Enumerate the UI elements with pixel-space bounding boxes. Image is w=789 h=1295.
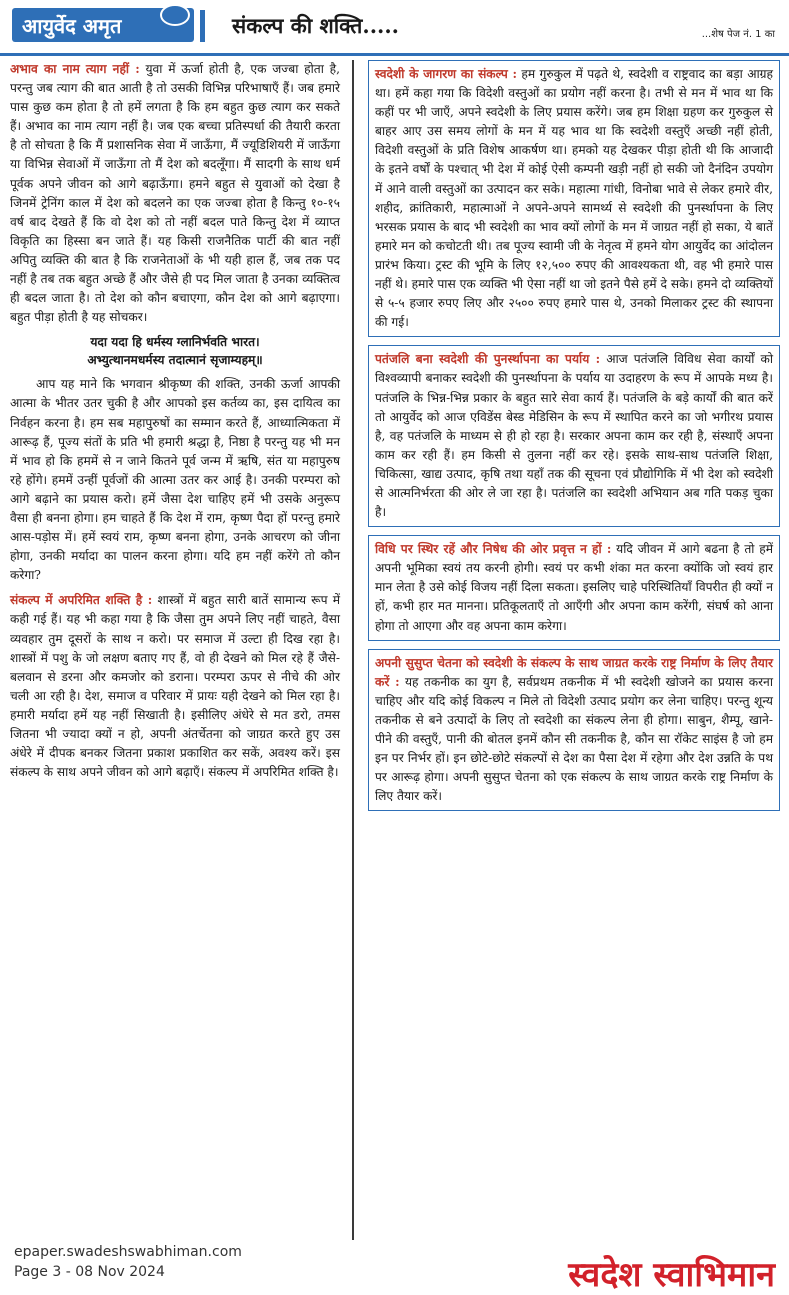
section-heading: पतंजलि बना स्वदेशी की पुनर्स्थापना का पर्याय : — [375, 352, 601, 367]
paragraph-text: युवा में ऊर्जा होती है, एक जज्बा होता है, परन्तु जब त्याग की बात आती है तो उसकी विभिन्न परिभाषाएँ हैं। जब हमारे पास कुछ कम होता है तो हमें लगता है कि हम बहुत कुछ त्याग कर सकते हैं। अभाव का नाम त्याग नहीं है। जब एक बच्चा प्रतिस्पर्धा की तैयारी करता है तो सोचता है कि मैं प्रशासनिक सेवा में जाऊँगा, मैं ज्यूडिशियरी में जाऊँगा या विभिन्न सेवाओं में जाऊँगा तो मैं देश को बदलूँगा। मैं सादगी के साथ धर्म पूर्वक अपने जीवन को आगे बढ़ाऊँगा। हमने बहुत से युवाओं को देखा है जिनमें ट्रेनिंग काल में देश को बदलने का एक जज्बा होता है किन्तु १०-१५ वर्ष बाद देखते हैं कि वो देश को तो नहीं बदल पाते किन्तु देश में व्याप्त विकृति का हिस्सा बन जाते हैं। यह किसी राजनैतिक पार्टी की बात नहीं अपितु व्यक्ति की बात है कि राजनेताओं के भी यही हाल हैं, जब तक पद नहीं है तब तक बहुत अच्छे हैं और जैसे ही पद मिल जाता है उनका व्यक्तित्व ही बदल जाता है। तो देश को कौन बचाएगा, कौन देश को आगे बढ़ाएगा। बहुत पीड़ा होती है यह सोचकर। — [10, 62, 340, 325]
article-section — [368, 345, 780, 527]
page-info: Page 3 - 08 Nov 2024 — [14, 1264, 165, 1280]
brand-divider — [200, 10, 205, 42]
paragraph-text: यदि जीवन में आगे बढना है तो हमें अपनी भूमिका स्वयं तय करनी होगी। स्वयं पर कभी शंका मत करना क्योंकि जो स्वयं हार मान लेता है उसे कोई विजय नहीं दिला सकता। इसलिए चाहे परिस्थितियाँ विपरीत ही क्यों न हों, कभी हार मत मानना। प्रतिकूलताएँ तो आएँगी और अपना काम करेंगी, संघर्ष को आना होगा तो आएगा और वह अपना काम करेगा। — [375, 542, 774, 633]
sanskrit-shloka — [10, 333, 340, 369]
paragraph-text: हम गुरुकुल में पढ़ते थे, स्वदेशी व राष्ट्रवाद का बड़ा आग्रह था। हमें कहा गया कि विदेशी वस्तुओं का प्रयोग नहीं करना है। तभी से मन में भाव था कि कहीं पर भी जाएँ, अपने स्वदेशी के लिए प्रयास करेंगे। जब हम शिक्षा ग्रहण कर गुरुकुल से बाहर आए उस समय लोगों के मन में यह भाव था कि स्वदेशी वस्तुएँ अच्छी नहीं होती, विदेशी वस्तुओं के प्रति विशेष आकर्षण था। हमको यह देखकर पीड़ा होती थी कि आजादी के इतने वर्षों के पश्चात् भी देश में कोई ऐसी कम्पनी खड़ी नहीं हो सकी जो दैनंदिन उपयोग में आने वाली वस्तुओं का उत्पादन कर सके। महात्मा गांधी, विनोबा भावे से लेकर हमारे वीर, शहीद, क्रांतिकारी, महात्माओं ने अपने-अपने सामर्थ्य से स्वदेशी की पुनर्स्थापना के लिए भरसक प्रयास के बाद भी स्वदेशी का भाव क्यों लोगों के मन में जाग्रत नहीं हो सका, ये बातें हमारे मन को कचोटती थी। तब पूज्य स्वामी जी के नेतृत्व में हमने योग आयुर्वेद का आंदोलन प्रारंभ किया। ट्रस्ट की भूमि के लिए १२,५०० रुपए की आवश्यकता थी, वह भी हमारे पास नहीं थे। हमारे पास एक व्यक्ति भी ऐसा नहीं था जो इतने पैसे हमें दे सके। हमने दो व्यक्तियों से ५-५ हजार रुपए लिए और २५०० रुपए हमारे पास थे, उनको मिलाकर ट्रस्ट की स्थापना की गई। — [375, 67, 773, 330]
paragraph-text: आज पतंजलि विविध सेवा कार्यों को विश्वव्यापी बनाकर स्वदेशी की पुनर्स्थापना के पर्याय या उदाहरण के रूप में आपके मध्य है। पतंजलि के भिन्न-भिन्न प्रकार के बहुत सारे सेवा कार्य हैं। पतंजलि के बड़े कार्यों की बात करें तो आयुर्वेद को आज एविडेंस बेस्ड मेडिसिन के रूप में स्थापित करने का जो भगीरथ प्रयास है, वह पतंजलि के माध्यम से ही हो रहा है। सरकार अपना काम कर रही है, संस्थाएँ अपना काम कर रही हैं। हम किसी से तुलना नहीं कर रहे। इसके साथ-साथ पतंजलि शिक्षा, चिकित्सा, खाद्य उत्पाद, कृषि तथा यहाँ तक की सूचना एवं प्रौद्योगिकि में भी देश को स्वदेशी से आत्मनिर्भरता की ओर ले जा रहा है। पतंजलि का स्वदेशी अभियान अब गति पकड़ चुका है। — [375, 352, 773, 520]
right-column — [368, 60, 780, 819]
article-paragraph: आप यह माने कि भगवान श्रीकृष्ण की शक्ति, उनकी ऊर्जा आपकी आत्मा के भीतर उतर चुकी है और आपको इस कर्तव्य का, इस दायित्व का निर्वहन करना है। हम सब महापुरुषों का सम्मान करते हैं, आध्यात्मिकता में आरूढ़ हैं, पूज्य संतों के प्रति भी हमारी श्रद्धा है, निष्ठा है परन्तु यह भी मन में भाव हो कि हममें से न जाने कितने पूर्व जन्म में ऋषि, संत या महापुरुष रहे होंगे। हममें उन्हीं पूर्वजों की आत्मा उतर कर आई है। उनकी परम्परा को आगे बढ़ाने का प्रयास करो। हमें जैसा देश चाहिए हमें भी उसके अनुरूप वैसा ही बनना होगा। हम चाहते हैं कि देश में राम, कृष्ण पैदा हों परन्तु हमारे आस-पड़ोस में। हमें स्वयं राम, कृष्ण बनना होगा, उनके आचरण को जीना होगा, उनकी मर्यादा का पालन करना होगा। यदि हम नहीं करेंगे तो कौन करेगा? — [10, 377, 340, 583]
article-paragraph — [10, 591, 340, 782]
masthead-logo: स्वदेश स्वाभिमान — [568, 1255, 775, 1295]
header-rule — [0, 53, 789, 56]
continued-note: ...शेष पेज नं. 1 का — [701, 29, 775, 40]
page-title: संकल्प की शक्ति..... — [232, 13, 399, 38]
page-header — [0, 0, 789, 56]
section-heading: संकल्प में अपरिमित शक्ति है : — [10, 593, 153, 608]
article-section — [368, 649, 780, 812]
section-heading: स्वदेशी के जागरण का संकल्प : — [375, 67, 518, 81]
article-section — [368, 535, 780, 640]
speech-bubble-icon — [160, 4, 190, 26]
shloka-line-1: यदा यदा हि धर्मस्य ग्लानिर्भवति भारत। — [90, 335, 260, 350]
paragraph-text: शास्त्रों में बहुत सारी बातें सामान्य रूप में कही गई हैं। यह भी कहा गया है कि जैसा तुम अपने लिए नहीं चाहते, वैसा व्यवहार तुम दूसरों के साथ न करो। पर समाज में उल्टा ही दिख रहा है। शास्त्रों में पशु के जो लक्षण बताए गए हैं, वो ही देखने को मिल रहे हैं जैसे- बलवान से डरना और कमजोर को डराना। परम्परा ऊपर से नीचे की ओर चली आ रही है। देश, समाज व परिवार में प्रायः यही देखने को मिल रहा है। हमारी मर्यादा हमें यह नहीं सिखाती है। इसीलिए अंधेरे से मत डरो, तमस जितना भी ज्यादा क्यों न हो, अपनी अंतर्चेतना को जाग्रत करते हुए उस अंधेरे में दीपक बनकर जितना प्रकाश प्रकाशित कर सकें, अवश्य करें। इस संकल्प के साथ अपने जीवन को आगे बढ़ाएँ। संकल्प में अपरिमित शक्ति है। — [10, 593, 340, 780]
left-column — [10, 60, 340, 788]
article-section — [368, 60, 780, 337]
column-divider — [352, 60, 354, 1240]
article-paragraph — [10, 60, 340, 327]
paragraph-text: यह तकनीक का युग है, सर्वप्रथम तकनीक में भी स्वदेशी खोजने का प्रयास करना चाहिए और यदि कोई विकल्प न मिले तो विदेशी उत्पाद प्रयोग कर लेना चाहिए। परन्तु शून्य तकनीक से बने उत्पादों के लिए तो स्वदेशी का संकल्प लेना ही होगा। साबुन, शैम्पू, खाने-पीने की वस्तुएँ, पानी की बोतल इनमें कौन सी तकनीक है, कौन सा रॉकेट साइंस है जो हम इन पर निर्भर हों। इन छोटे-छोटे संकल्पों से देश का पैसा देश में रहेगा और देश उन्नति के पथ पर आरूढ़ होगा। अपनी सुसुप्त चेतना को एक संकल्प के साथ जाग्रत करके राष्ट्र निर्माण के लिए तैयार करें। — [375, 674, 773, 804]
epaper-url[interactable]: epaper.swadeshswabhiman.com — [14, 1244, 242, 1260]
shloka-line-2: अभ्युत्थानमधर्मस्य तदात्मानं सृजाम्यहम्॥ — [87, 353, 263, 368]
section-heading: विधि पर स्थिर रहें और निषेध की ओर प्रवृत्त न हों : — [375, 542, 612, 557]
section-heading: अभाव का नाम त्याग नहीं : — [10, 62, 140, 76]
brand-label: आयुर्वेद अमृत — [22, 14, 122, 38]
section-heading: अपनी सुसुप्त चेतना को स्वदेशी के संकल्प के साथ जाग्रत करके राष्ट्र निर्माण के लिए तैयार करें : — [375, 655, 773, 689]
